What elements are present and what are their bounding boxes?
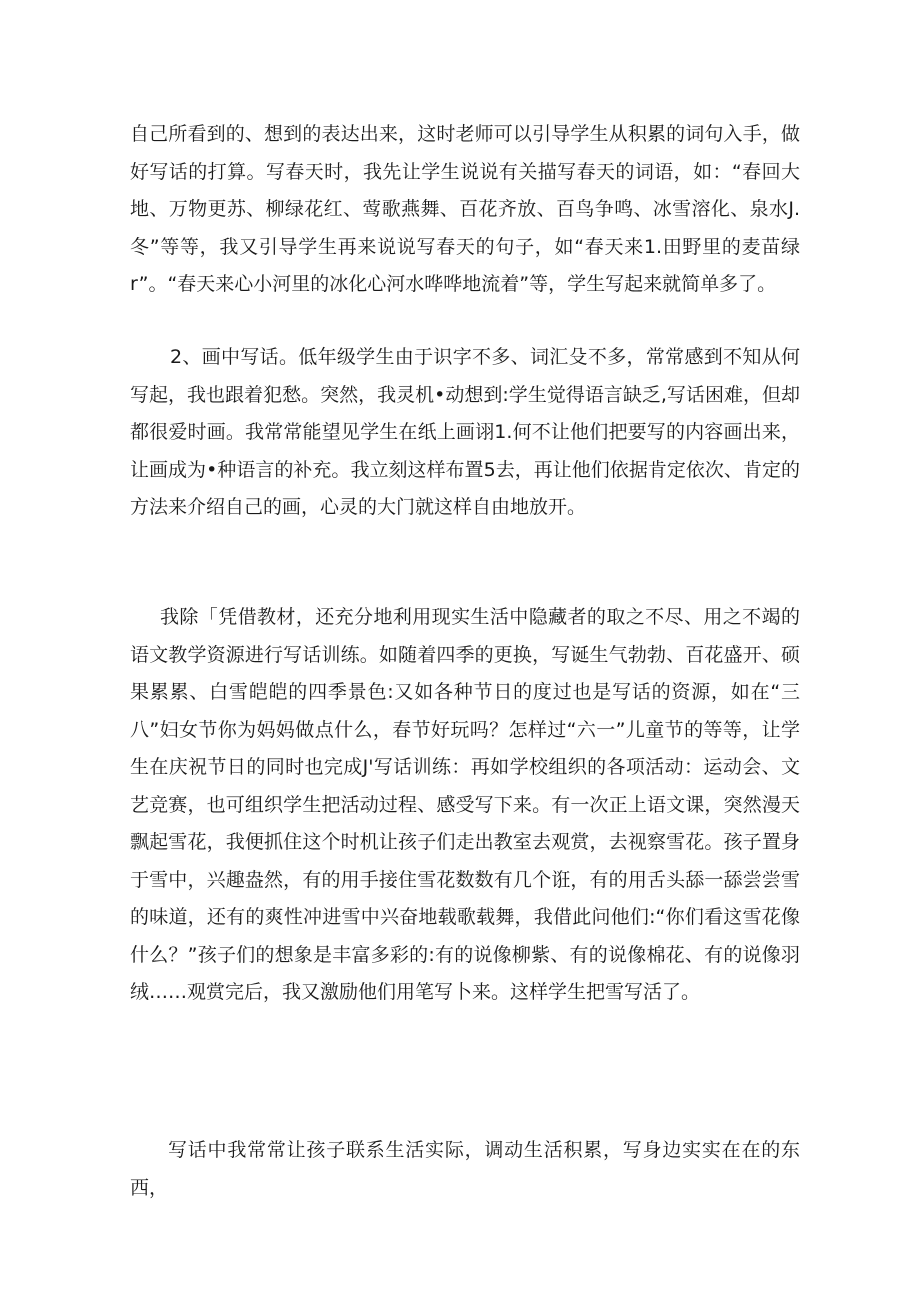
- paragraph-spring-words: 自己所看到的、想到的表达出来，这时老师可以引导学生从积累的词句入手，做好写话的打算。写春天时，我先让学生说说有关描写春天的词语，如：“春回大地、万物更苏、柳绿花红、莺歌燕舞、百花齐放、百鸟争鸣、冰雪溶化、泉水J.冬”等等，我又引导学生再来说说写春天的句子，如“春天来1.田野里的麦苗绿r”。“春天来心小河里的冰化心河水哗哗地流着”等，学生写起来就简单多了。: [130, 123, 800, 295]
- paragraph-life-practice: 写话中我常常让孩子联系生活实际，调动生活积累，写身边实实在在的东西，: [130, 1139, 800, 1199]
- paragraph-life-resources: 我除「凭借教材，还充分地利用现实生活中隐藏者的取之不尽、用之不竭的语文教学资源进行写话训练。如随着四季的更换，写诞生气勃勃、百花盛开、硕果累累、白雪皑皑的四季景色:又如各种节日的度过也是写话的资源，如在“三八”妇女节你为妈妈做点什么，春节好玩吗？怎样过“六一”儿童节的等等，让学生在庆祝节日的同时也完成J'写话训练：再如学校组织的各项活动：运动会、文艺竞赛，也可组织学生把活动过程、感受写下来。有一次正上语文课，突然漫天飘起雪花，我便抓住这个时机让孩子们走出教室去观赏，去视察雪花。孩子置身于雪中，兴趣盎然，有的用手接住雪花数数有几个诳，有的用舌头舔一舔尝尝雪的味道，还有的爽性冲进雪中兴奋地载歌载舞，我借此问他们:“你们看这雪花像什么？”孩子们的想象是丰富多彩的:有的说像柳紫、有的说像棉花、有的说像羽绒……观赏完后，我又激励他们用笔写卜来。这样学生把雪写活了。: [130, 606, 800, 1003]
- paragraph-drawing-writing: 2、画中写话。低年级学生由于识字不多、词汇殳不多，常常感到不知从何写起，我也跟着犯愁。突然，我灵机•动想到:学生觉得语言缺乏,写话困难，但却都很爱时画。我常常能望见学生在纸上画诩1.何不让他们把要写的内容画出来，让画成为•种语言的补充。我立刻这样布置5去，再让他们依据肯定依次、肯定的方法来介绍自己的画，心灵的大门就这样自由地放开。: [130, 346, 800, 518]
